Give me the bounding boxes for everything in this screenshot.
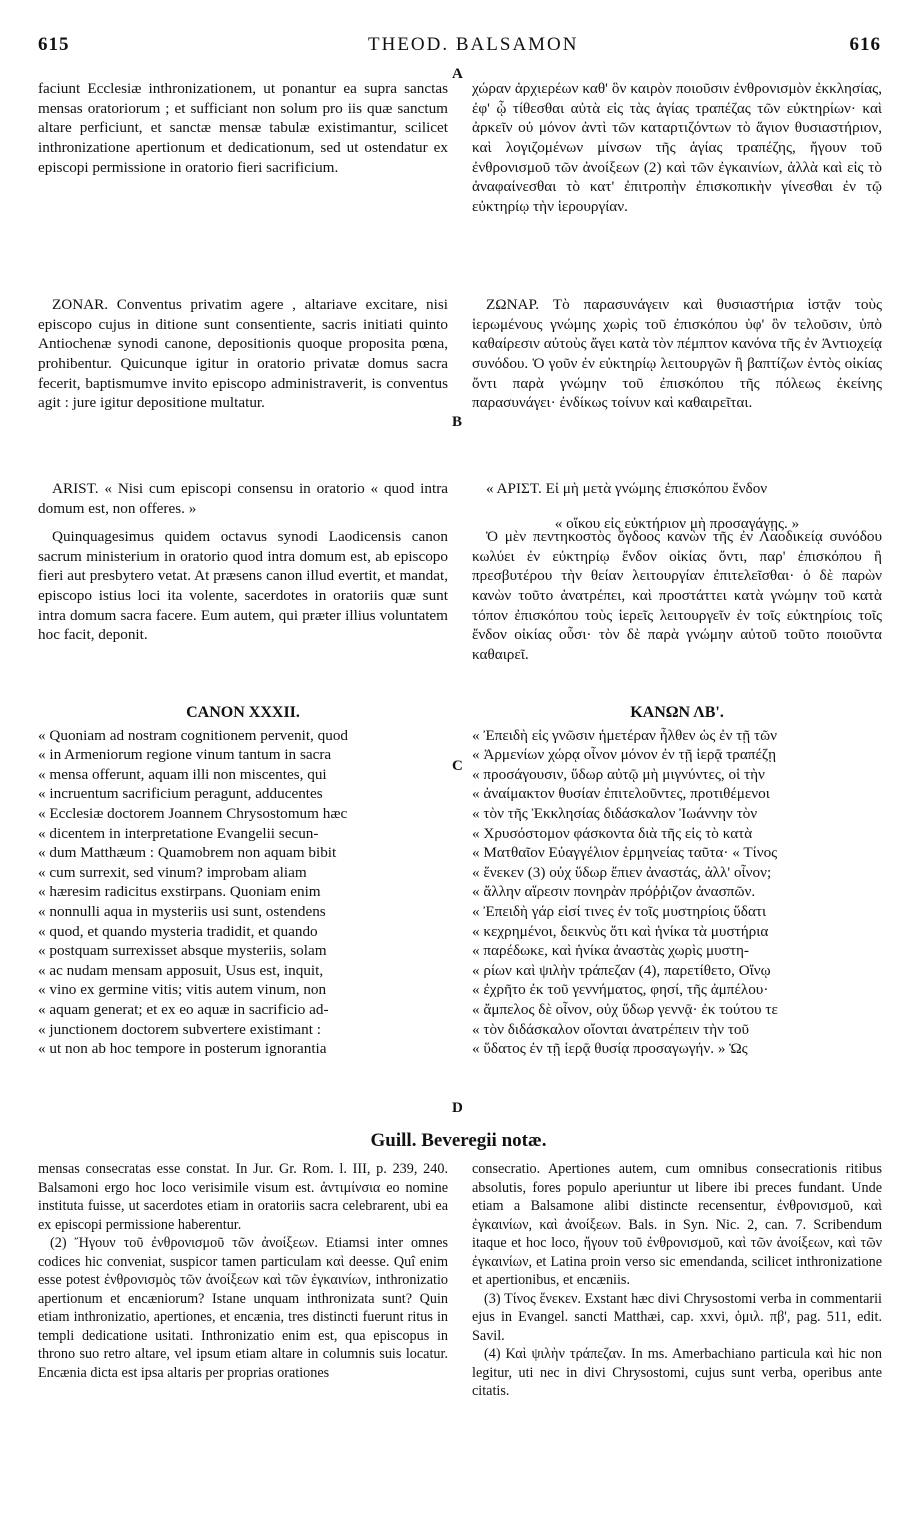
canon-line: « τὸν τῆς Ἐκκλησίας διδάσκαλον Ἰωάννην τὸν bbox=[472, 804, 758, 822]
latin-aristenus: ARIST. « Nisi cum episcopi consensu in oratorio « quod intra domum est, non offeres. » bbox=[38, 480, 448, 517]
canon-line: « nonnulli aqua in mysteriis usi sunt, ostendens bbox=[38, 902, 326, 920]
canon-line: « Ἀρμενίων χώρᾳ οἶνον μόνον ἐν τῇ ἱερᾷ τραπέζῃ bbox=[472, 746, 777, 764]
canon-line: « ἄλλην αἵρεσιν πονηρὰν πρόῤῥιζον ἀνασπῶν. bbox=[472, 883, 756, 901]
canon-line: « ἀναίμακτον θυσίαν ἐπιτελοῦντες, προτιθέμενοι bbox=[472, 785, 770, 803]
latin-zonaras: ZONAR. Conventus privatim agere , altariave excitare, nisi episcopo cujus in ditione sunt consentiente, sacris initiati quinto Antiochenæ synodi canone, depositionis quoque proposita pœna, prohibentur. Quicunque igitur in oratorio privatæ domus sacra fecerit, baptismumve invito episcopo administraverit, is conventus agit : jure igitur depositione multatur. bbox=[38, 296, 448, 412]
latin-canon-lines bbox=[38, 726, 448, 1059]
canon-line: « κεχρημένοι, δεικνὺς ὅτι καὶ ἡνίκα τὰ μυστήρια bbox=[472, 922, 769, 940]
greek-canon-lines bbox=[472, 726, 882, 1059]
canon-line: « dicentem in interpretatione Evangelii secun- bbox=[38, 824, 319, 842]
canon-line: « Ματθαῖον Εὐαγγέλιον ἑρμηνείας ταῦτα· « Τίνος bbox=[472, 844, 778, 862]
notes-right-column: consecratio. Apertiones autem, cum omnibus consecrationis ritibus absolutis, fores populo aperiuntur ut libere ibi preces fundant. Unde etiam a Balsamone alibi distincte recensentur, ἐνθρονισμοῦ, καὶ ἐγκαινίων, καὶ ἀνοίξεων. Bals. in Syn. Nic. 2, can. 7. Scribendum itaque et hoc loco, ἤγουν τοῦ ἐνθρονισμοῦ, καὶ τῶν ἀνοίξεων, καὶ τῶν ἐγκαινίων, et Latina proin verso sic emendanda, scilicet inthronizatione et apertionibus, et encæniis. (3) Τίνος ἕνεκεν. Exstant hæc divi Chrysostomi verba in commentarii ejus in Evangel. sancti Matthæi, cap. xxvi, ὁμιλ. πβ', pag. 511, edit. Savil. (4) Καὶ ψιλὴν τράπεζαν. In ms. Amerbachiano particula καὶ hic non legitur, uti nec in divi Chrysostomi, cujus sunt verba, operibus ante citatis. bbox=[472, 1161, 882, 1399]
canon-line: « dum Matthæum : Quamobrem non aquam bibit bbox=[38, 844, 337, 862]
greek-zonaras: ΖΩΝΑΡ. Τὸ παρασυνάγειν καὶ θυσιαστήρια ἱστᾷν τοὺς ἱερωμένους γνώμης χωρὶς τοῦ ἐπισκόπου ὑφ' ὃν τελοῦσιν, ὑπὸ καθαίρεσιν αὐτοὺς ἄγει κατὰ τὸν πέμπτον κανόνα τῆς ἐν Ἀντιοχείᾳ συνόδου. Ὁ γοῦν ἐν εὐκτηρίῳ λειτουργῶν ἢ βαπτίζων ἐντὸς οἰκίας ὄντι παρὰ γνώμην τοῦ ἐπισκόπου τῆς πόλεως ἐκείνης παρασυνάγει· ἐνδίκως τοίνυν καὶ καθαιρεῖται. bbox=[472, 296, 882, 412]
margin-letter-d: D bbox=[452, 1100, 463, 1116]
greek-paragraph-1: χώραν ἀρχιερέων καθ' ὃν καιρὸν ποιοῦσιν ἐνθρονισμὸν ἐκκλησίας, ἐφ' ᾧ τίθεσθαι αὐτὰ εἰς τὰς ἁγίας τραπέζας τῶν εὐκτηρίων· καὶ ἀρκεῖν οὐ μόνον ἀντὶ τῶν καταρτιζόντων τὸ ἅγιον θυσιαστήριον, καὶ λογιζομένων μίνσων τῆς ἁγίας τραπέζης, ἤγουν τοῦ ἐνθρονισμοῦ τῶν ἀνοίξεων (2) καὶ τῶν ἐγκαινίων, ἀλλὰ καὶ εἰς τὸ ἀναφαίνεσθαι τὸ κατ' ἐπιτροπὴν ἐπισκοπικὴν γίνεσθαι ἐν τῷ εὐκτηρίῳ τὴν ἱερουργίαν. bbox=[472, 80, 882, 215]
page-number-left: 615 bbox=[38, 34, 70, 55]
canon-line: « ut non ab hoc tempore in posterum ignorantia bbox=[38, 1040, 327, 1058]
canon-line: « παρέδωκε, καὶ ἡνίκα ἀναστὰς χωρὶς μυστη- bbox=[472, 942, 749, 960]
canon-line: « Ecclesiæ doctorem Joannem Chrysostomum hæc bbox=[38, 804, 348, 822]
canon-line: « vino ex germine vitis; vitis autem vinum, non bbox=[38, 981, 327, 999]
canon-line: « incruentum sacrificium peragunt, adducentes bbox=[38, 785, 323, 803]
canon-line: « cum surrexit, sed vinum? improbam aliam bbox=[38, 863, 307, 881]
canon-line: « quod, et quando mysteria tradidit, et quando bbox=[38, 922, 318, 940]
canon-line: « in Armeniorum regione vinum tantum in sacra bbox=[38, 746, 332, 764]
latin-commentary: Quinquagesimus quidem octavus synodi Laodicensis canon sacrum ministerium in oratorio quod intra domum est, ab episcopo fieri aut presbytero vetat. At præsens canon illud evertit, et mandat, episcopo istius loci ita volente, sacerdotes in oratoriis quæ sunt intra domum sacra facere. Eum autem, qui præter illius voluntatem hoc facit, deponit. bbox=[38, 528, 448, 644]
canon-line: « junctionem doctorem subvertere existimant : bbox=[38, 1020, 322, 1038]
canon-line: « ἕνεκεν (3) οὐχ ὕδωρ ἔπιεν ἀναστάς, ἀλλ' οἶνον; bbox=[472, 863, 772, 881]
canon-line: « Ἐπειδὴ εἰς γνῶσιν ἡμετέραν ἦλθεν ὡς ἐν τῇ τῶν bbox=[472, 726, 777, 744]
greek-canon-title: ΚΑΝΩΝ ΛΒ'. bbox=[630, 704, 724, 721]
notes-title: Guill. Beveregii notæ. bbox=[370, 1130, 547, 1151]
margin-letter-c: C bbox=[452, 758, 463, 774]
running-title: THEOD. BALSAMON bbox=[368, 34, 579, 55]
greek-canon bbox=[472, 700, 882, 1059]
canon-line: « ac nudam mensam apposuit, Usus est, inquit, bbox=[38, 961, 324, 979]
canon-line: « postquam surrexisset absque mysteriis, solam bbox=[38, 942, 327, 960]
canon-line: « ἐχρῆτο ἐκ τοῦ γεννήματος, φησί, τῆς ἀμπέλου· bbox=[472, 981, 769, 999]
canon-line: « ἄμπελος δὲ οἶνον, οὐχ ὕδωρ γεννᾷ· ἐκ τούτου τε bbox=[472, 1000, 778, 1018]
page-header bbox=[0, 34, 917, 60]
canon-line: « ὕδατος ἐν τῇ ἱερᾷ θυσίᾳ προσαγωγήν. » Ὡς bbox=[472, 1040, 748, 1058]
latin-paragraph-1: faciunt Ecclesiæ inthronizationem, ut ponantur ea supra sanctas mensas oratoriorum ; et sufficiant non solum pro iis quæ sanctum altare perficiunt, et sanctæ mensæ tabulæ existimantur, scilicet inthronizatione apertionum et dedicationum, sed ut ostendatur ex episcopi permissione in oratorio fieri sacrificium. bbox=[38, 80, 448, 176]
canon-line: « mensa offerunt, aquam illi non miscentes, qui bbox=[38, 765, 327, 783]
canon-line: « aquam generat; et ex eo aquæ in sacrificio ad- bbox=[38, 1000, 329, 1018]
canon-line: « Ἐπειδὴ γάρ εἰσί τινες ἐν τοῖς μυστηρίοις ὕδατι bbox=[472, 902, 767, 920]
page-number-right: 616 bbox=[849, 34, 881, 55]
notes-left-column: mensas consecratas esse constat. In Jur. Gr. Rom. l. III, p. 239, 240. Balsamoni ergo hoc loco verisimile visum est. ἀντιμίνσια eo nomine instituta fuisse, ut sacerdotes etiam in oratoriis sacra celebrarent, ubi ea ex episcopi permissione haberentur. (2) Ἤγουν τοῦ ἐνθρονισμοῦ τῶν ἀνοίξεων. Etiamsi inter omnes codices hic conveniat, suspicor tamen particulam καὶ deesse. Quî enim esse potest ἐνθρονισμὸς τῶν ἀνοίξεων καὶ τῶν ἐγκαινίων, inthronizatio apertionum et encæniorum? Istane unquam inthronizata sunt? Quin etiam inthronizatio, apertiones, et encænia, tres distincti fuerunt ritus in templi dedicatione usitati. Inthronizatio enim est, qua episcopus in throno suo retro altare, vel ipsum etiam altare in columnis suis locatur. Encænia dicta est ipsa altaris per proprias orationes bbox=[38, 1161, 448, 1381]
latin-canon-title: CANON XXXII. bbox=[186, 704, 300, 721]
latin-canon bbox=[38, 700, 448, 1059]
canon-line: « hæresim radicitus exstirpans. Quoniam enim bbox=[38, 883, 321, 901]
canon-line: « τὸν διδάσκαλον οἴονται ἀνατρέπειν τὴν τοῦ bbox=[472, 1020, 750, 1038]
canon-line: « Quoniam ad nostram cognitionem pervenit, quod bbox=[38, 726, 349, 744]
canon-line: « Χρυσόστομον φάσκοντα διὰ τῆς εἰς τὸ κατὰ bbox=[472, 824, 753, 842]
margin-letter-b: B bbox=[452, 414, 463, 430]
greek-commentary: Ὁ μὲν πεντηκοστὸς ὄγδοος κανὼν τῆς ἐν Λαοδικείᾳ συνόδου κωλύει ἐν εὐκτηρίῳ ἔνδον οἰκίας ὄντι, παρ' ἐπισκόπου ἢ πρεσβυτέρου τὴν θείαν λειτουργίαν ἐπιτελεῖσθαι· ὁ δὲ παρὼν κανὼν τοῦτο ἀνατρέπει, καὶ προστάττει κατὰ γνώμην τοῦ κατὰ τόπον ἐπισκόπου τοὺς ἱερεῖς λειτουργεῖν ἐν τοῖς εὐκτηρίοις τοῖς ἔνδον οἰκίας οὖσι· τὸν δὲ παρὰ γνώμην αὐτοῦ τοῦτο ποιοῦντα καθαιρεῖ. bbox=[472, 528, 882, 663]
canon-line: « προσάγουσιν, ὕδωρ αὐτῷ μὴ μιγνύντες, οἱ τὴν bbox=[472, 765, 765, 783]
canon-line: « ρίων καὶ ψιλὴν τράπεζαν (4), παρετίθετο, Οἴνῳ bbox=[472, 961, 771, 979]
greek-aristenus: « ΑΡΙΣΤ. Εἰ μὴ μετὰ γνώμης ἐπισκόπου ἔνδον « οἴκου εἰς εὐκτήριον μὴ προσαγάγῃς. » bbox=[486, 480, 800, 532]
margin-letter-a: A bbox=[452, 66, 463, 82]
